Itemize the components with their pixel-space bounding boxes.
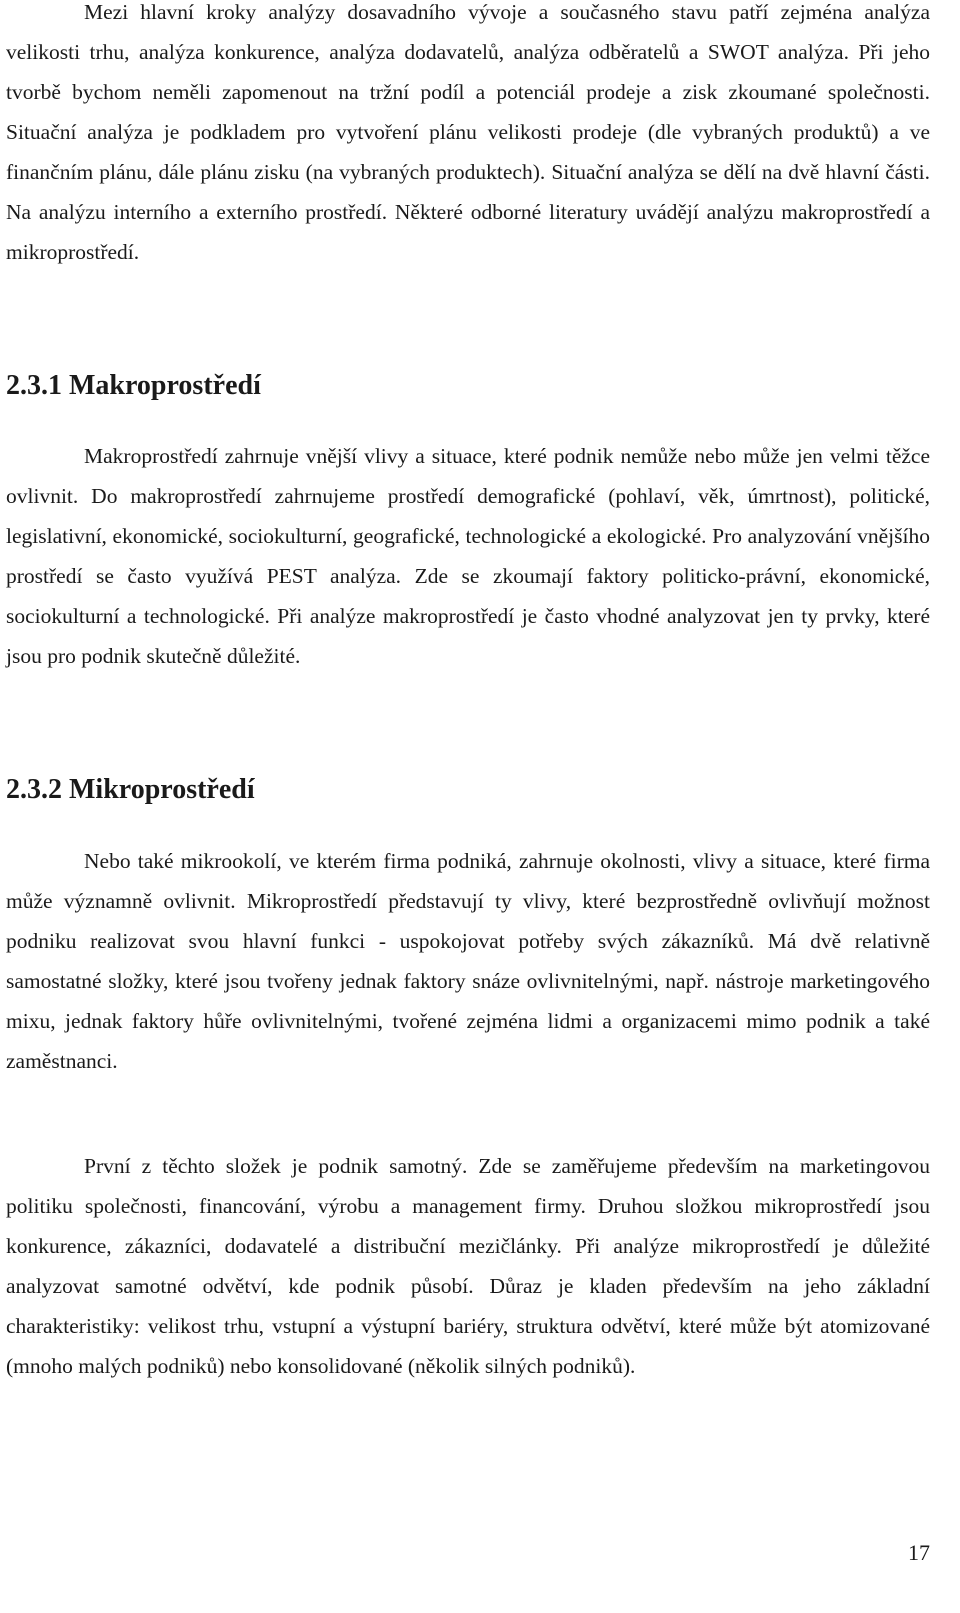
section-heading-microenvironment: 2.3.2 Mikroprostředí xyxy=(6,774,255,805)
paragraph-microenvironment: Nebo také mikrookolí, ve kterém firma podniká, zahrnuje okolnosti, vlivy a situace, které firma může významně ovlivnit. Mikroprostředí představují ty vlivy, které bezprostředně ovlivňují možnost podniku realizovat svou hlavní funkci - uspokojovat potřeby svých zákazníků. Má dvě relativně samostatné složky, které jsou tvořeny jednak faktory snáze ovlivnitelnými, např. nástroje marketingového mixu, jednak faktory hůře ovlivnitelnými, tvořené zejména lidmi a organizacemi mimo podnik a také zaměstnanci. xyxy=(6,849,930,1073)
paragraph-macroenvironment: Makroprostředí zahrnuje vnější vlivy a situace, které podnik nemůže nebo může jen velmi těžce ovlivnit. Do makroprostředí zahrnujeme prostředí demografické (pohlaví, věk, úmrtnost), politické, legislativní, ekonomické, sociokulturní, geografické, technologické a ekologické. Pro analyzování vnějšího prostředí se často využívá PEST analýza. Zde se zkoumají faktory politicko-právní, ekonomické, sociokulturní a technologické. Při analýze makroprostředí je často vhodné analyzovat jen ty prvky, které jsou pro podnik skutečně důležité. xyxy=(6,444,930,668)
page-number: 17 xyxy=(908,1540,930,1565)
section-heading-macroenvironment: 2.3.1 Makroprostředí xyxy=(6,370,261,401)
paragraph-situational-analysis: Mezi hlavní kroky analýzy dosavadního vývoje a současného stavu patří zejména analýza velikosti trhu, analýza konkurence, analýza dodavatelů, analýza odběratelů a SWOT analýza. Při jeho tvorbě bychom neměli zapomenout na tržní podíl a potenciál prodeje a zisk zkoumané společnosti. Situační analýza je podkladem pro vytvoření plánu velikosti prodeje (dle vybraných produktů) a ve finančním plánu, dále plánu zisku (na vybraných produktech). Situační analýza se dělí na dvě hlavní části. Na analýzu interního a externího prostředí. Některé odborné literatury uvádějí analýzu makroprostředí a mikroprostředí. xyxy=(6,0,930,264)
paragraph-microenvironment-components: První z těchto složek je podnik samotný. Zde se zaměřujeme především na marketingovou politiku společnosti, financování, výrobu a management firmy. Druhou složkou mikroprostředí jsou konkurence, zákazníci, dodavatelé a distribuční mezičlánky. Při analýze mikroprostředí je důležité analyzovat samotné odvětví, kde podnik působí. Důraz je kladen především na jeho základní charakteristiky: velikost trhu, vstupní a výstupní bariéry, struktura odvětví, které může být atomizované (mnoho malých podniků) nebo konsolidované (několik silných podniků). xyxy=(6,1154,930,1378)
